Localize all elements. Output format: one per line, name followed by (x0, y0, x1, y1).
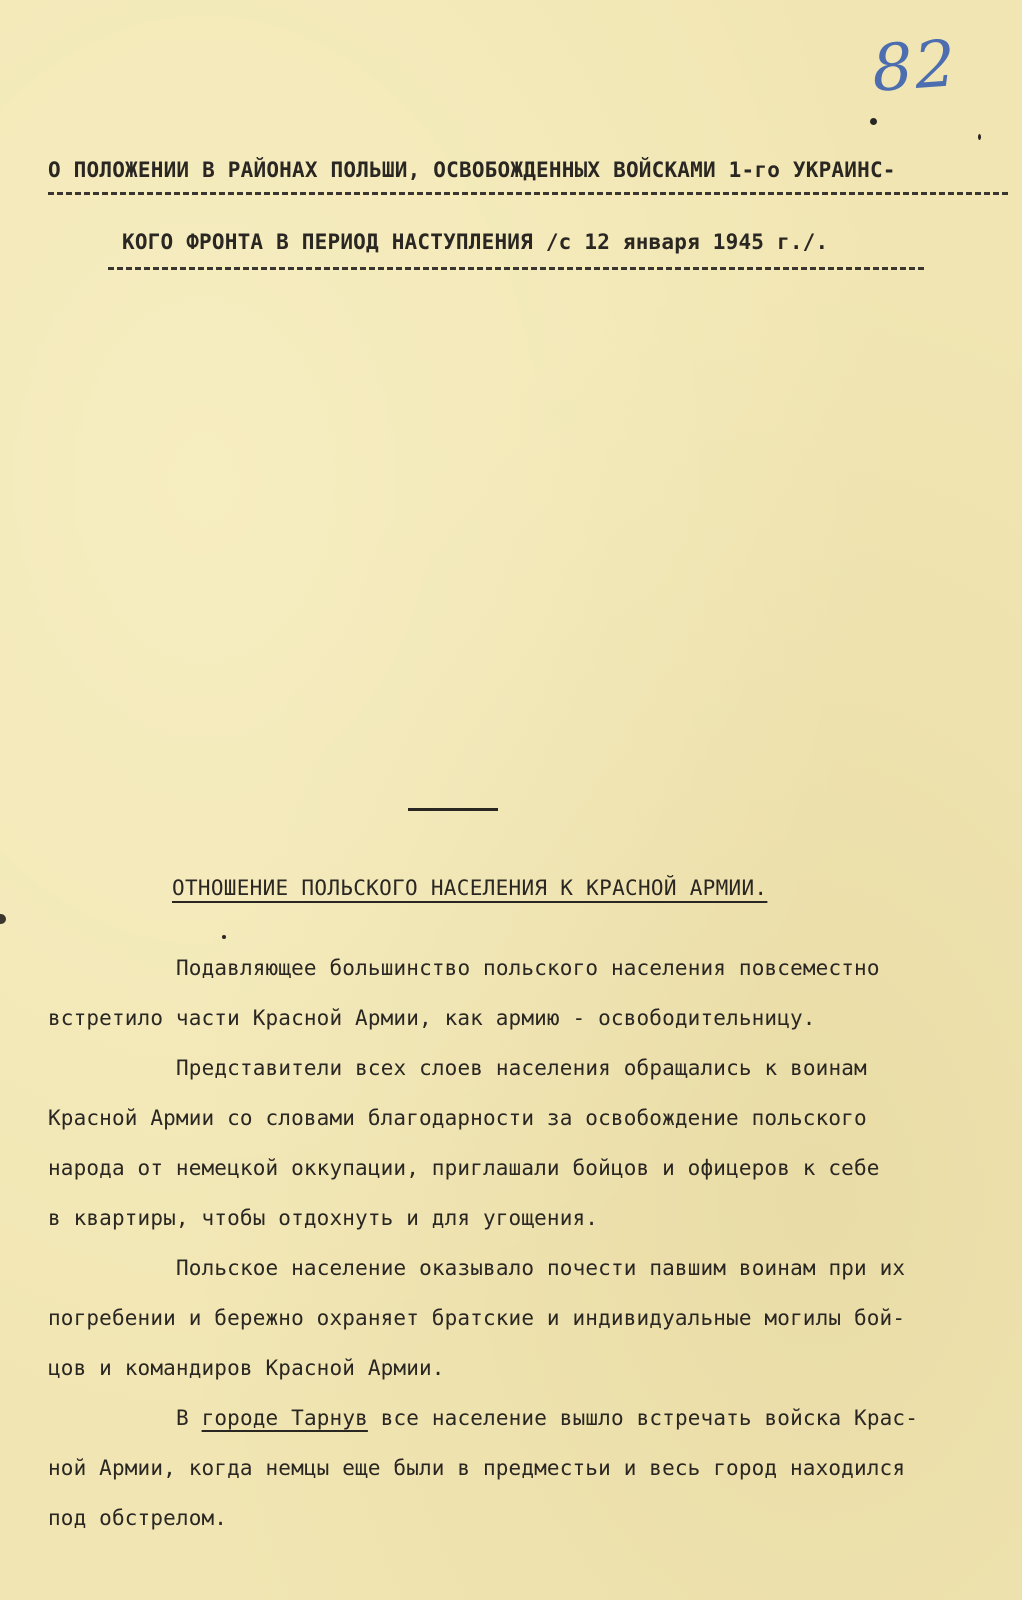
body-line: встретило части Красной Армии, как армию - освободительницу. (48, 1006, 816, 1030)
body-line: Подавляющее большинство польского населения повсеместно (176, 956, 880, 980)
ink-dot (870, 118, 877, 125)
body-line (176, 1406, 918, 1430)
body-line: ной Армии, когда немцы еще были в предместьи и весь город находился (48, 1456, 906, 1480)
page-number: 82 (869, 27, 960, 107)
document-title-line-1: О ПОЛОЖЕНИИ В РАЙОНАХ ПОЛЬШИ, ОСВОБОЖДЕННЫХ ВОЙСКАМИ 1-го УКРАИНС- (48, 158, 896, 182)
binding-hole (0, 914, 6, 924)
document-title-line-2: КОГО ФРОНТА В ПЕРИОД НАСТУПЛЕНИЯ /с 12 января 1945 г./. (122, 230, 829, 254)
title-dash-rule (108, 267, 924, 270)
ink-dot (978, 134, 981, 140)
body-line: Польское население оказывало почести павшим воинам при их (176, 1256, 906, 1280)
body-line: в квартиры, чтобы отдохнуть и для угощения. (48, 1206, 599, 1230)
ink-dot (222, 935, 226, 939)
section-heading: ОТНОШЕНИЕ ПОЛЬСКОГО НАСЕЛЕНИЯ К КРАСНОЙ АРМИИ. (172, 876, 768, 900)
place-name: городе Тарнув (201, 1406, 368, 1430)
body-line: погребении и бережно охраняет братские и индивидуальные могилы бой- (48, 1306, 906, 1330)
body-line: народа от немецкой оккупации, приглашали бойцов и офицеров к себе (48, 1156, 880, 1180)
separator-rule (408, 808, 498, 811)
body-line: Представители всех слоев населения обращались к воинам (176, 1056, 867, 1080)
body-line: цов и командиров Красной Армии. (48, 1356, 445, 1380)
body-line: под обстрелом. (48, 1506, 228, 1530)
body-text: В (176, 1406, 189, 1430)
body-line: Красной Армии со словами благодарности за освобождение польского (48, 1106, 867, 1130)
title-dash-rule (48, 192, 1008, 195)
body-text: все население вышло встречать войска Крас- (380, 1406, 919, 1430)
